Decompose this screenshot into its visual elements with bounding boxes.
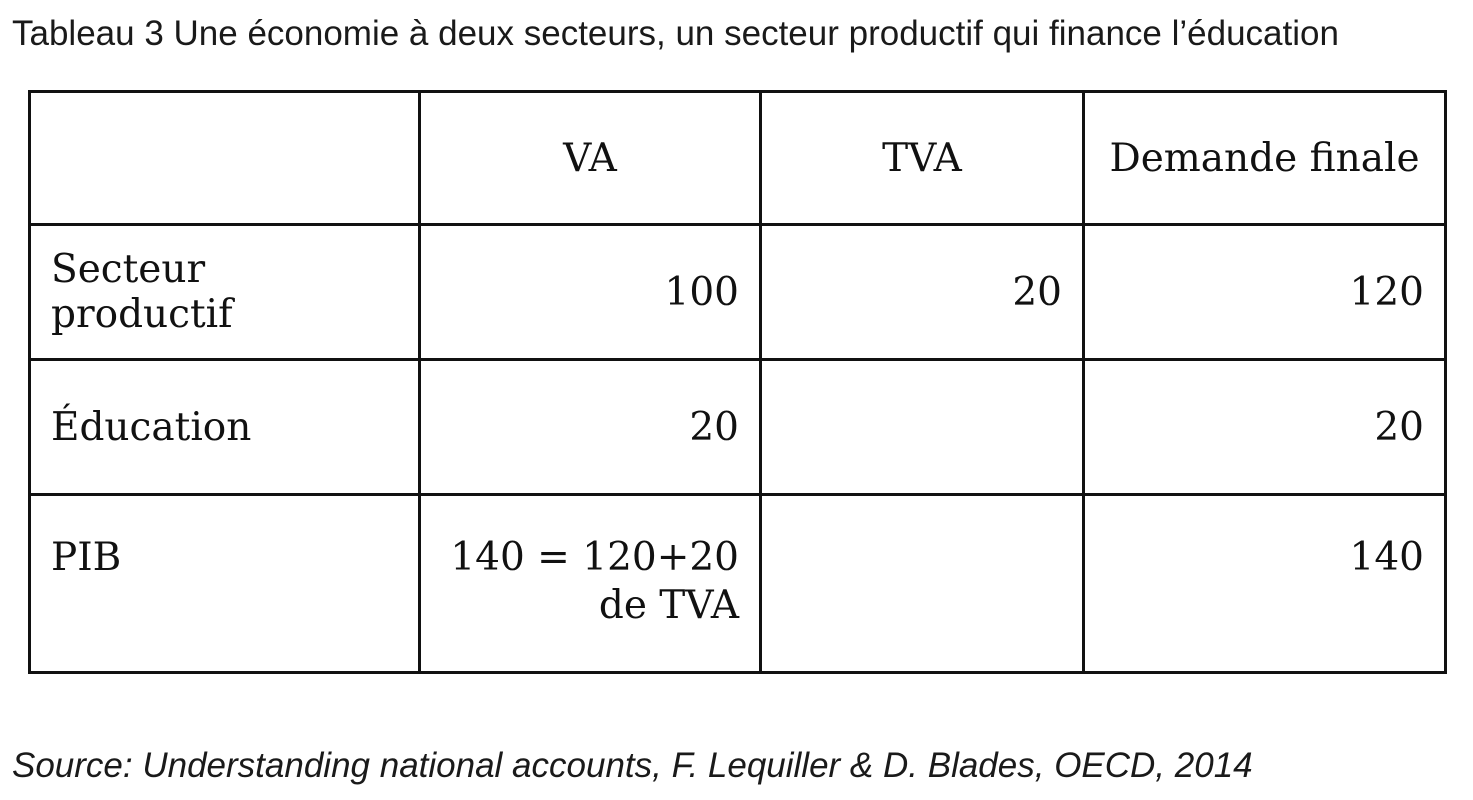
- header-va: VA: [420, 92, 761, 225]
- header-empty-cell: [30, 92, 420, 225]
- cell-demande-finale: 120: [1084, 225, 1446, 360]
- table-row-education: [30, 360, 1446, 495]
- cell-tva: [761, 360, 1084, 495]
- source-citation: Source: Understanding national accounts, F. Lequiller & D. Blades, OECD, 2014: [12, 746, 1253, 785]
- cell-va: 100: [420, 225, 761, 360]
- row-label: PIB: [30, 495, 420, 673]
- cell-va: 20: [420, 360, 761, 495]
- table-header-row: [30, 92, 1446, 225]
- header-tva: TVA: [761, 92, 1084, 225]
- row-label: Secteur productif: [30, 225, 420, 360]
- cell-demande-finale: 140: [1084, 495, 1446, 673]
- va-formula: 140 = 120+20 de TVA: [450, 535, 739, 628]
- header-demande-finale: Demande finale: [1084, 92, 1446, 225]
- cell-tva: [761, 495, 1084, 673]
- table-row-secteur-productif: [30, 225, 1446, 360]
- row-label: Éducation: [30, 360, 420, 495]
- economy-table: [28, 90, 1447, 674]
- cell-demande-finale: 20: [1084, 360, 1446, 495]
- cell-va: [420, 495, 761, 673]
- table-row-pib: [30, 495, 1446, 673]
- cell-tva: 20: [761, 225, 1084, 360]
- table-caption: Tableau 3 Une économie à deux secteurs, un secteur productif qui finance l’éducation: [12, 14, 1339, 53]
